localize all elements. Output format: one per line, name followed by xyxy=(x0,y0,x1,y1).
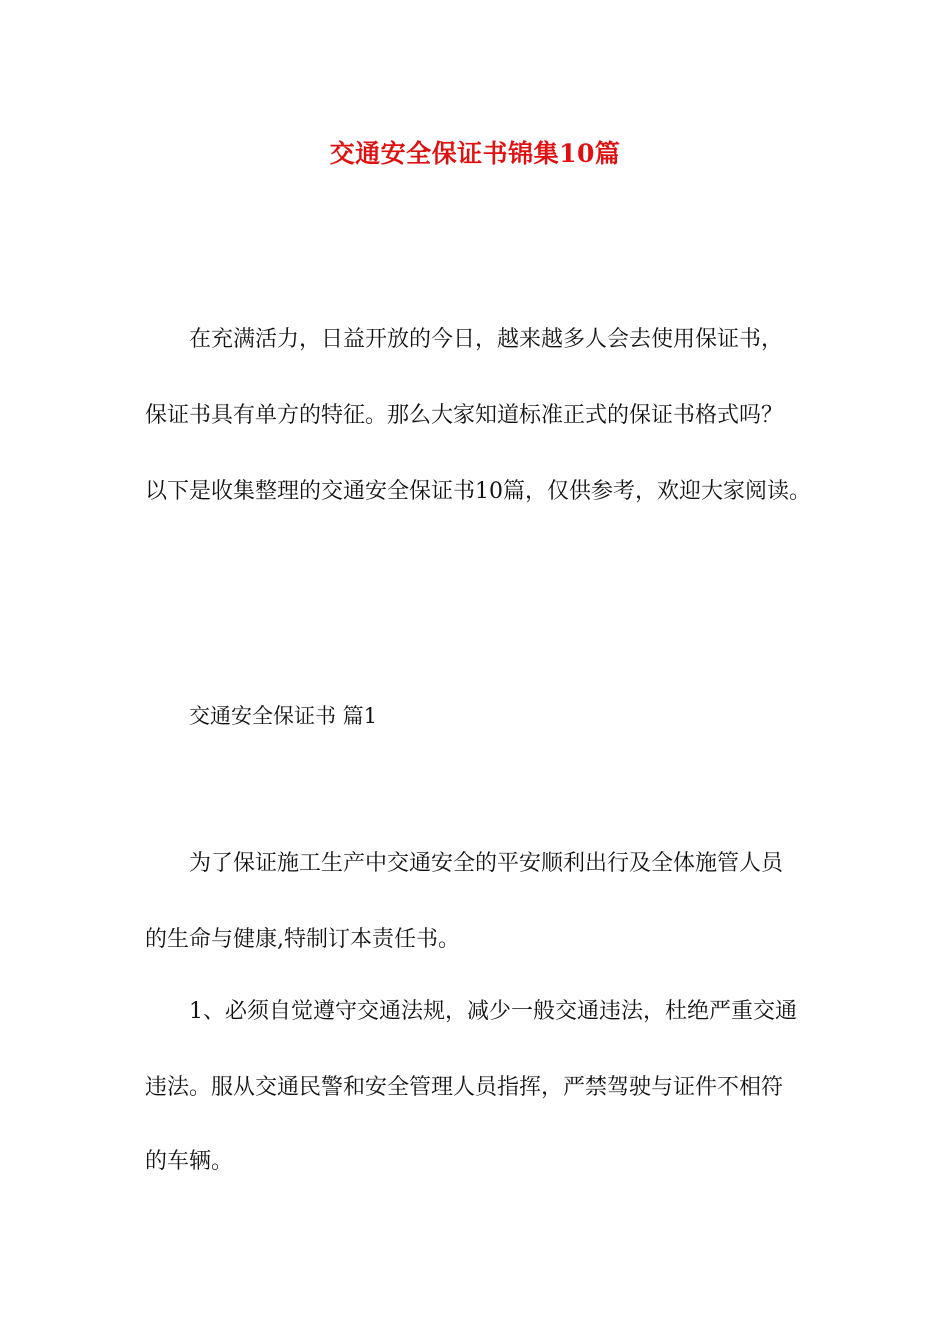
paragraph-1-line-1: 为了保证施工生产中交通安全的平安顺利出行及全体施管人员 xyxy=(189,851,784,876)
intro-line-3: 以下是收集整理的交通安全保证书10篇，仅供参考，欢迎大家阅读。 xyxy=(145,479,811,504)
document-title: 交通安全保证书锦集10篇 xyxy=(329,139,621,168)
item-1-line-1: 1、必须自觉遵守交通法规，减少一般交通违法，杜绝严重交通 xyxy=(189,999,797,1024)
item-1-line-3: 的车辆。 xyxy=(145,1149,234,1174)
section-heading: 交通安全保证书 篇1 xyxy=(189,704,378,728)
intro-line-1: 在充满活力，日益开放的今日，越来越多人会去使用保证书， xyxy=(189,327,784,352)
item-1-line-2: 违法。服从交通民警和安全管理人员指挥，严禁驾驶与证件不相符 xyxy=(145,1075,784,1100)
paragraph-1-line-2: 的生命与健康,特制订本责任书。 xyxy=(145,927,460,952)
intro-line-2: 保证书具有单方的特征。那么大家知道标准正式的保证书格式吗？ xyxy=(145,403,784,428)
